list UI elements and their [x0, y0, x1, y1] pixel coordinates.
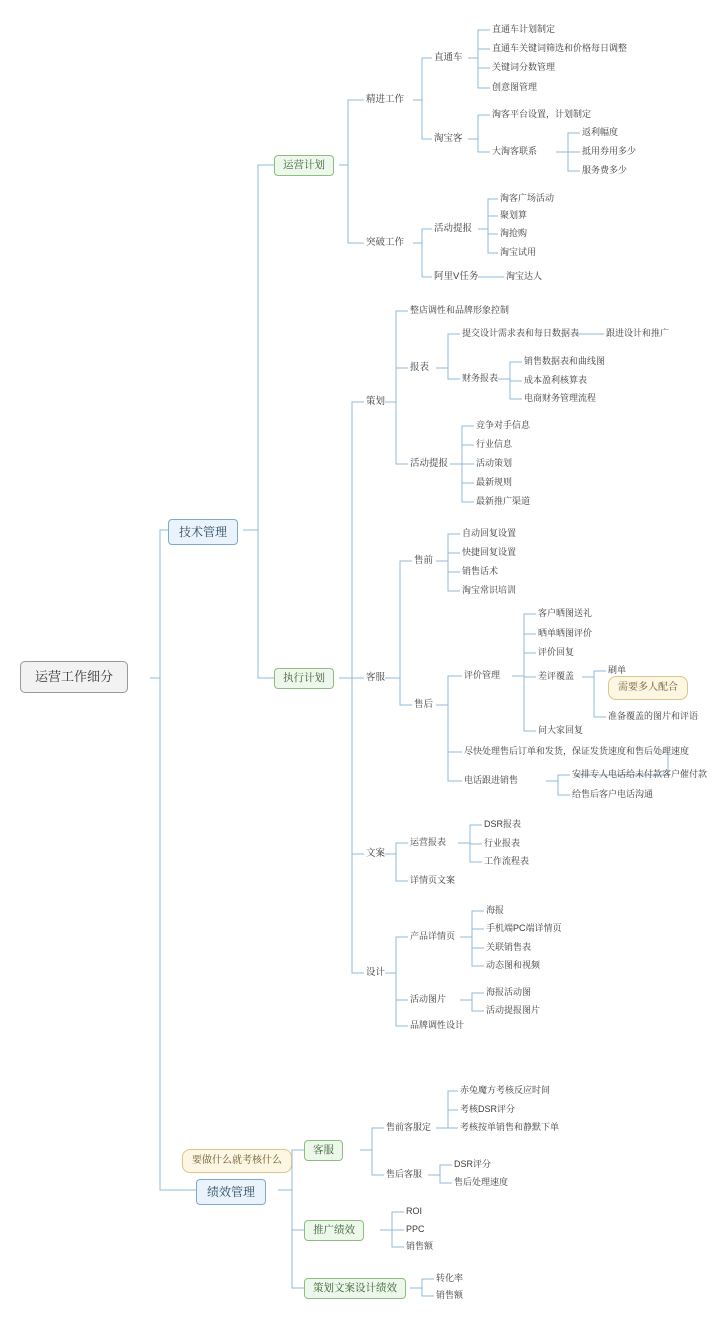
node-opreport-item-0[interactable]: DSR报表: [484, 819, 522, 829]
node-brand-tone-design[interactable]: 品牌调性设计: [410, 1020, 465, 1030]
node-design-request-table[interactable]: 提交设计需求表和每日数据表: [462, 328, 580, 338]
node-ali-v-item-0[interactable]: 淘宝达人: [506, 271, 543, 281]
node-planning-copy-design-performance[interactable]: 策划文案设计绩效: [304, 1278, 406, 1299]
node-op-activity-1[interactable]: 聚划算: [500, 210, 528, 220]
node-breakthrough-work[interactable]: 突破工作: [366, 237, 405, 248]
node-product-detail-page[interactable]: 产品详情页: [410, 931, 456, 941]
node-design-followup[interactable]: 跟进设计和推广: [606, 328, 670, 338]
node-promo-item-1[interactable]: PPC: [406, 1224, 425, 1234]
node-tbk-item-1[interactable]: 大淘客联系: [492, 146, 538, 156]
node-opreport-item-2[interactable]: 工作流程表: [484, 856, 530, 866]
node-copywriting[interactable]: 文案: [366, 848, 386, 859]
node-ali-v-task[interactable]: 阿里V任务: [434, 271, 479, 282]
node-reports[interactable]: 报表: [410, 362, 430, 373]
node-ztc-item-1[interactable]: 直通车关键词筛选和价格每日调整: [492, 43, 628, 53]
node-tech-management[interactable]: 技术管理: [168, 519, 238, 545]
node-review-item-0[interactable]: 客户晒图送礼: [538, 608, 593, 618]
node-finance-item-2[interactable]: 电商财务管理流程: [524, 393, 597, 403]
node-activity-image-0[interactable]: 海报活动图: [486, 987, 532, 997]
node-execution-plan[interactable]: 执行计划: [274, 668, 334, 689]
node-perf-presale-item-2[interactable]: 考核按单销售和静默下单: [460, 1122, 560, 1132]
node-product-item-2[interactable]: 关联销售表: [486, 942, 532, 952]
node-chaping-sub-1[interactable]: 准备覆盖的图片和评语: [608, 711, 699, 721]
node-ztc-item-0[interactable]: 直通车计划制定: [492, 24, 556, 34]
node-product-item-1[interactable]: 手机端PC端详情页: [486, 923, 562, 933]
note-multi-person[interactable]: 需要多人配合: [608, 676, 688, 700]
node-operation-plan[interactable]: 运营计划: [274, 155, 334, 176]
node-review-management[interactable]: 评价管理: [464, 670, 501, 680]
node-activity-submission-exec[interactable]: 活动提报: [410, 458, 449, 469]
node-activity-submission-op[interactable]: 活动提报: [434, 223, 473, 234]
node-exec-activity-1[interactable]: 行业信息: [476, 439, 513, 449]
node-customer-service[interactable]: 客服: [366, 672, 386, 683]
node-promo-item-0[interactable]: ROI: [406, 1206, 423, 1216]
node-review-item-2[interactable]: 评价回复: [538, 647, 575, 657]
note-performance[interactable]: 要做什么就考核什么: [182, 1149, 292, 1173]
node-zhitongche[interactable]: 直通车: [434, 52, 463, 63]
node-exec-activity-0[interactable]: 竞争对手信息: [476, 420, 531, 430]
node-design-perf-item-1[interactable]: 销售额: [436, 1290, 464, 1300]
root-node[interactable]: 运营工作细分: [20, 661, 128, 693]
node-perf-aftersale-item-0[interactable]: DSR评分: [454, 1159, 492, 1169]
node-planning-item-0[interactable]: 整店调性和品牌形象控制: [410, 305, 510, 315]
node-review-item-1[interactable]: 晒单晒图评价: [538, 628, 593, 638]
node-exec-activity-3[interactable]: 最新规则: [476, 477, 513, 487]
node-chaping-sub-0[interactable]: 刷单: [608, 665, 627, 675]
node-product-item-0[interactable]: 海报: [486, 905, 505, 915]
node-promo-item-2[interactable]: 销售额: [406, 1241, 434, 1251]
node-perf-presale[interactable]: 售前客服定: [386, 1122, 432, 1132]
node-product-item-3[interactable]: 动态图和视频: [486, 960, 541, 970]
node-performance-management[interactable]: 绩效管理: [196, 1179, 266, 1205]
node-review-item-3[interactable]: 差评覆盖: [538, 671, 575, 681]
node-datao-sub-2[interactable]: 服务费多少: [582, 165, 628, 175]
node-presale-item-3[interactable]: 淘宝常识培训: [462, 585, 517, 595]
node-op-activity-2[interactable]: 淘抢购: [500, 228, 528, 238]
node-detail-page-copy[interactable]: 详情页文案: [410, 875, 456, 885]
node-presale-item-2[interactable]: 销售话术: [462, 566, 499, 576]
node-op-activity-0[interactable]: 淘客广场活动: [500, 193, 555, 203]
node-phone-item-1[interactable]: 给售后客户电话沟通: [572, 789, 654, 799]
node-promotion-performance[interactable]: 推广绩效: [304, 1220, 364, 1241]
node-opreport-item-1[interactable]: 行业报表: [484, 838, 521, 848]
node-after-sale[interactable]: 售后: [414, 699, 434, 710]
node-exec-activity-2[interactable]: 活动策划: [476, 458, 513, 468]
node-ztc-item-2[interactable]: 关键词分数管理: [492, 62, 556, 72]
node-presale-item-0[interactable]: 自动回复设置: [462, 528, 517, 538]
node-planning[interactable]: 策划: [366, 396, 386, 407]
node-activity-image-1[interactable]: 活动提报图片: [486, 1005, 541, 1015]
node-design-perf-item-0[interactable]: 转化率: [436, 1273, 464, 1283]
node-refine-work[interactable]: 精进工作: [366, 94, 405, 105]
node-perf-aftersale-item-1[interactable]: 售后处理速度: [454, 1177, 509, 1187]
node-datao-sub-0[interactable]: 返利幅度: [582, 127, 619, 137]
node-operation-reports[interactable]: 运营报表: [410, 837, 447, 847]
node-finance-item-1[interactable]: 成本盈利核算表: [524, 375, 588, 385]
node-ztc-item-3[interactable]: 创意图管理: [492, 82, 538, 92]
node-taobaoke[interactable]: 淘宝客: [434, 133, 463, 144]
node-phone-item-0[interactable]: 安排专人电话给未付款客户催付款: [572, 769, 708, 779]
node-finance-reports[interactable]: 财务报表: [462, 373, 499, 383]
node-review-item-4[interactable]: 问大家回复: [538, 725, 584, 735]
node-exec-activity-4[interactable]: 最新推广渠道: [476, 496, 531, 506]
node-activity-images[interactable]: 活动图片: [410, 994, 447, 1004]
node-presale-item-1[interactable]: 快捷回复设置: [462, 547, 517, 557]
node-perf-customer-service[interactable]: 客服: [304, 1140, 343, 1161]
node-design[interactable]: 设计: [366, 967, 386, 978]
node-op-activity-3[interactable]: 淘宝试用: [500, 247, 537, 257]
node-datao-sub-1[interactable]: 抵用券用多少: [582, 146, 637, 156]
node-finance-item-0[interactable]: 销售数据表和曲线图: [524, 356, 606, 366]
node-aftersale-item-0[interactable]: 尽快处理售后订单和发货，保证发货速度和售后处理速度: [464, 746, 690, 756]
node-perf-presale-item-1[interactable]: 考核DSR评分: [460, 1104, 516, 1114]
node-aftersale-item-1[interactable]: 电话跟进销售: [464, 775, 519, 785]
node-perf-aftersale[interactable]: 售后客服: [386, 1169, 423, 1179]
node-perf-presale-item-0[interactable]: 赤兔魔方考核反应时间: [460, 1085, 551, 1095]
node-tbk-item-0[interactable]: 淘客平台设置，计划制定: [492, 109, 592, 119]
node-pre-sale[interactable]: 售前: [414, 555, 434, 566]
